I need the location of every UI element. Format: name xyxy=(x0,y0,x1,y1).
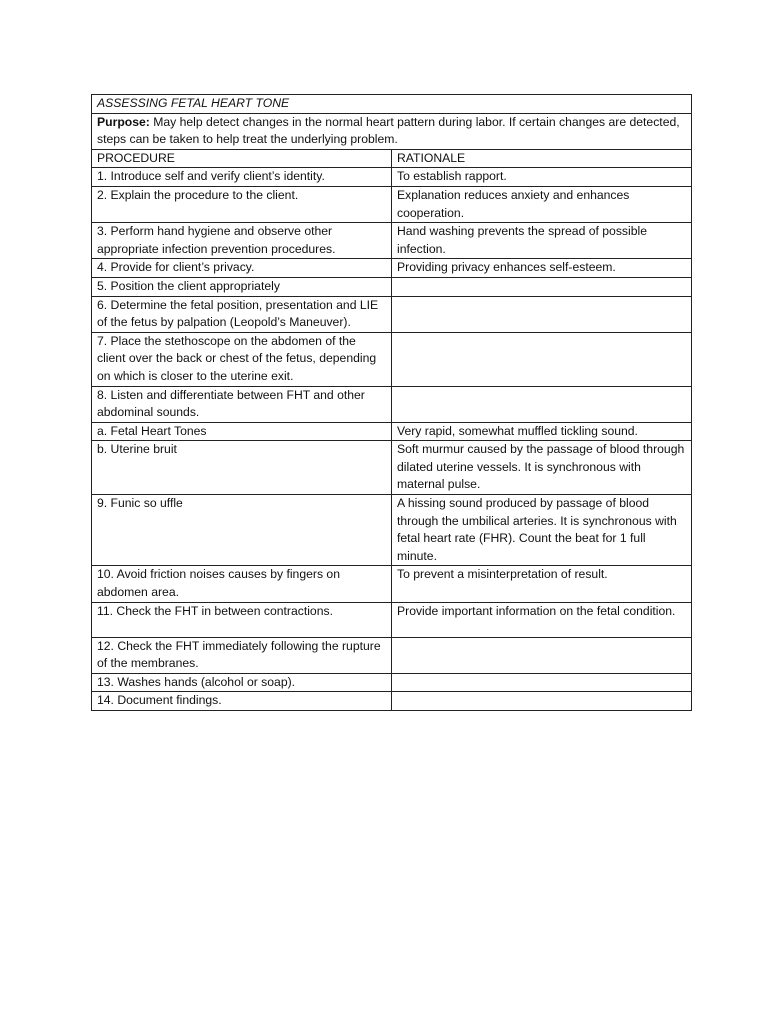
procedure-cell: 13. Washes hands (alcohol or soap). xyxy=(92,673,392,692)
procedure-cell: 8. Listen and differentiate between FHT and other abdominal sounds. xyxy=(92,386,392,422)
procedure-cell: 7. Place the stethoscope on the abdomen of the client over the back or chest of the fetus, depending on which is closer to the uterine exit. xyxy=(92,332,392,386)
purpose-label: Purpose: xyxy=(97,114,150,129)
table-row xyxy=(92,441,692,495)
procedure-cell: 5. Position the client appropriately xyxy=(92,277,392,296)
table-row xyxy=(92,602,692,637)
rationale-cell: Very rapid, somewhat muffled tickling sound. xyxy=(392,422,692,441)
rationale-cell xyxy=(392,296,692,332)
table-row xyxy=(92,277,692,296)
procedure-cell: 1. Introduce self and verify client’s identity. xyxy=(92,168,392,187)
rationale-cell xyxy=(392,673,692,692)
table-row xyxy=(92,168,692,187)
table-row xyxy=(92,296,692,332)
procedure-cell: a. Fetal Heart Tones xyxy=(92,422,392,441)
procedure-cell: b. Uterine bruit xyxy=(92,441,392,495)
document-title: ASSESSING FETAL HEART TONE xyxy=(92,95,692,114)
procedure-cell: 3. Perform hand hygiene and observe other appropriate infection prevention procedures. xyxy=(92,223,392,259)
rationale-cell xyxy=(392,386,692,422)
rationale-column-header: RATIONALE xyxy=(392,149,692,168)
procedure-cell: 4. Provide for client’s privacy. xyxy=(92,259,392,278)
table-row xyxy=(92,673,692,692)
procedure-cell: 9. Funic so uffle xyxy=(92,495,392,566)
procedure-cell: 6. Determine the fetal position, presentation and LIE of the fetus by palpation (Leopold’s Maneuver). xyxy=(92,296,392,332)
rationale-cell xyxy=(392,692,692,711)
purpose-statement xyxy=(92,113,692,149)
rationale-cell xyxy=(392,277,692,296)
table-row xyxy=(92,566,692,602)
rationale-cell: Explanation reduces anxiety and enhances cooperation. xyxy=(392,186,692,222)
table-row xyxy=(92,223,692,259)
procedure-column-header: PROCEDURE xyxy=(92,149,392,168)
table-row xyxy=(92,386,692,422)
procedure-cell: 12. Check the FHT immediately following the rupture of the membranes. xyxy=(92,637,392,673)
procedure-cell: 10. Avoid friction noises causes by fingers on abdomen area. xyxy=(92,566,392,602)
procedure-sheet xyxy=(91,94,691,711)
purpose-text: May help detect changes in the normal heart pattern during labor. If certain changes are detected, steps can be taken to help treat the underlying problem. xyxy=(97,114,680,147)
rationale-cell xyxy=(392,637,692,673)
rationale-cell: A hissing sound produced by passage of blood through the umbilical arteries. It is synchronous with fetal heart rate (FHR). Count the beat for 1 full minute. xyxy=(392,495,692,566)
procedure-cell: 11. Check the FHT in between contractions. xyxy=(92,602,392,637)
procedure-table xyxy=(91,94,692,711)
table-row xyxy=(92,332,692,386)
table-row xyxy=(92,259,692,278)
rationale-cell: To prevent a misinterpretation of result. xyxy=(392,566,692,602)
rationale-cell: To establish rapport. xyxy=(392,168,692,187)
rationale-cell: Hand washing prevents the spread of possible infection. xyxy=(392,223,692,259)
table-row xyxy=(92,495,692,566)
procedure-cell: 2. Explain the procedure to the client. xyxy=(92,186,392,222)
table-row xyxy=(92,186,692,222)
table-row xyxy=(92,637,692,673)
rationale-cell: Providing privacy enhances self-esteem. xyxy=(392,259,692,278)
rationale-cell xyxy=(392,332,692,386)
table-row xyxy=(92,692,692,711)
rationale-cell: Soft murmur caused by the passage of blood through dilated uterine vessels. It is synchronous with maternal pulse. xyxy=(392,441,692,495)
procedure-cell: 14. Document findings. xyxy=(92,692,392,711)
rationale-cell: Provide important information on the fetal condition. xyxy=(392,602,692,637)
table-row xyxy=(92,422,692,441)
